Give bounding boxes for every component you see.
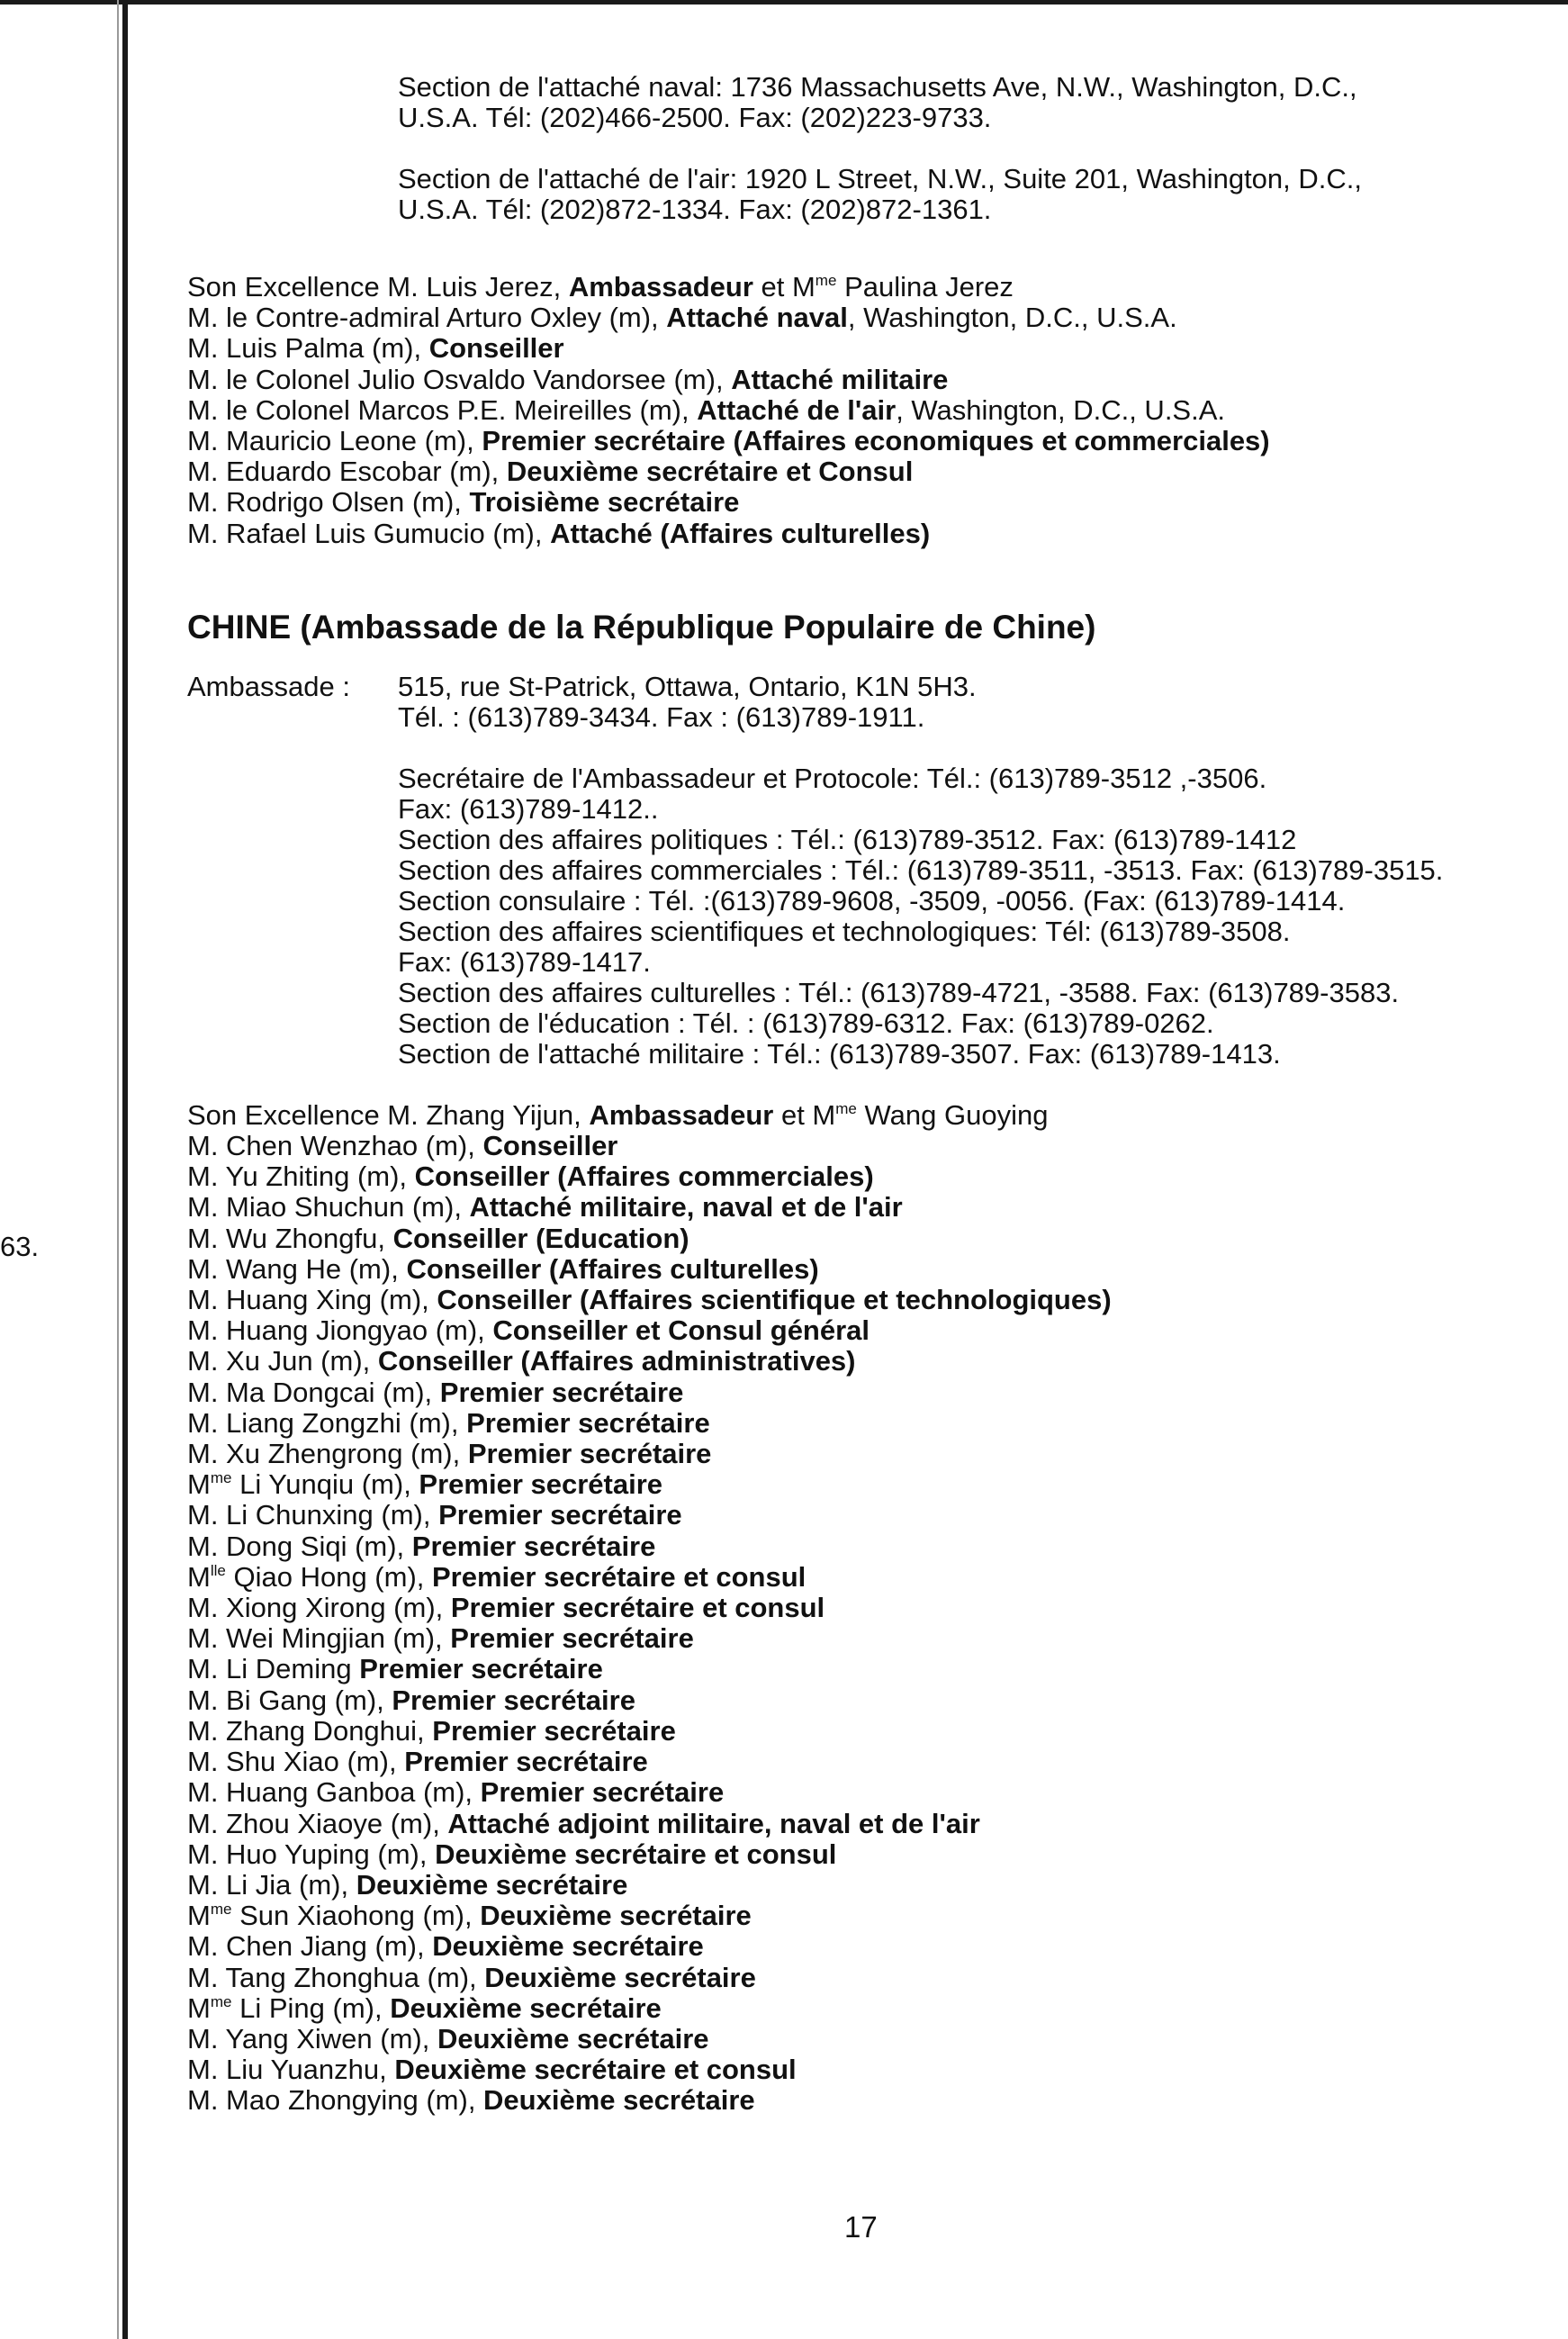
section-line: Section des affaires politiques : Tél.: (613)789-3512. Fax: (613)789-1412 <box>398 823 1297 855</box>
staff-title: Attaché naval <box>666 302 848 334</box>
staff-name: M. Chen Wenzhao (m), <box>187 1130 483 1162</box>
staff-title: Attaché militaire, naval et de l'air <box>469 1191 903 1224</box>
staff-name: M. Dong Siqi (m), <box>187 1530 412 1562</box>
staff-title: Attaché militaire <box>731 363 949 395</box>
staff-name: M <box>187 1991 211 2024</box>
chile-staff-list <box>187 272 1555 549</box>
staff-name: M. Ma Dongcai (m), <box>187 1376 440 1408</box>
cropped-text-fragment: 63. <box>0 1231 40 1262</box>
staff-entry <box>187 1685 1555 1716</box>
staff-title: Deuxième secrétaire <box>480 1900 752 1932</box>
staff-entry <box>187 272 1555 303</box>
spouse-name: Paulina Jerez <box>836 271 1014 303</box>
staff-title: Deuxième secrétaire et consul <box>394 2054 797 2086</box>
staff-name: M. Li Jia (m), <box>187 1868 356 1901</box>
spouse-name: Wang Guoying <box>856 1098 1049 1131</box>
staff-entry <box>187 1870 1555 1901</box>
section-line: Section des affaires commerciales : Tél.: (613)789-3511, -3513. Fax: (613)789-3515. <box>398 853 1444 886</box>
staff-entry <box>187 1562 1555 1593</box>
attache-air-line-2: U.S.A. Tél: (202)872-1334. Fax: (202)872-1361. <box>398 194 992 225</box>
staff-title: Premier secrétaire <box>359 1653 603 1685</box>
scan-edge-top <box>0 0 1568 5</box>
staff-title: Deuxième secrétaire <box>484 1961 756 1993</box>
attache-naval-line-1: Section de l'attaché naval: 1736 Massachusetts Ave, N.W., Washington, D.C., <box>398 71 1357 103</box>
staff-entry <box>187 426 1555 456</box>
staff-title: Premier secrétaire <box>419 1468 663 1501</box>
title-abbrev-superscript: me <box>210 1992 232 2010</box>
staff-name: M. Rafael Luis Gumucio (m), <box>187 517 551 549</box>
staff-name: M. Huang Jiongyao (m), <box>187 1314 493 1347</box>
staff-entry <box>187 1963 1555 1993</box>
staff-entry <box>187 1654 1555 1684</box>
staff-entry <box>187 1747 1555 1777</box>
staff-title: Premier secrétaire <box>466 1406 710 1439</box>
staff-entry <box>187 2055 1555 2085</box>
staff-entry <box>187 1623 1555 1654</box>
staff-title: Attaché adjoint militaire, naval et de l'air <box>447 1807 980 1839</box>
attache-naval-line-2: U.S.A. Tél: (202)466-2500. Fax: (202)223-9733. <box>398 102 992 133</box>
staff-entry <box>187 1224 1555 1254</box>
staff-entry <box>187 1531 1555 1562</box>
staff-title: Conseiller (Affaires administratives) <box>377 1345 856 1377</box>
staff-entry <box>187 1809 1555 1839</box>
staff-entry <box>187 1285 1555 1315</box>
staff-title: Premier secrétaire <box>439 1376 684 1408</box>
staff-entry <box>187 303 1555 333</box>
staff-entry <box>187 1439 1555 1469</box>
staff-name: M. Xiong Xirong (m), <box>187 1592 451 1624</box>
staff-name: M. Rodrigo Olsen (m), <box>187 486 470 519</box>
staff-name: M. Huo Yuping (m), <box>187 1838 436 1870</box>
staff-title: Conseiller <box>482 1130 618 1162</box>
staff-name: M. Miao Shuchun (m), <box>187 1191 470 1224</box>
staff-entry <box>187 1131 1555 1161</box>
attache-air-line-1: Section de l'attaché de l'air: 1920 L Street, N.W., Suite 201, Washington, D.C., <box>398 163 1362 194</box>
staff-name: M. le Colonel Marcos P.E. Meireilles (m), <box>187 393 698 426</box>
staff-name: M <box>187 1468 211 1501</box>
staff-title: Premier secrétaire <box>438 1499 682 1531</box>
staff-name: Son Excellence M. Luis Jerez, <box>187 271 569 303</box>
staff-detail: et M <box>752 271 816 303</box>
staff-title: Conseiller (Affaires commerciales) <box>414 1160 874 1193</box>
staff-title: Premier secrétaire <box>432 1714 676 1747</box>
staff-title: Attaché de l'air <box>697 393 897 426</box>
staff-title: Conseiller <box>428 332 564 365</box>
section-line: Section des affaires culturelles : Tél.: (613)789-4721, -3588. Fax: (613)789-3583. <box>398 976 1400 1008</box>
china-address <box>187 672 1555 733</box>
staff-entry <box>187 1993 1555 2024</box>
staff-title: Conseiller (Affaires scientifique et technologiques) <box>437 1284 1112 1316</box>
staff-name: Li Yunqiu (m), <box>231 1468 419 1501</box>
china-heading: CHINE (Ambassade de la République Populaire de Chine) <box>187 608 1096 646</box>
staff-entry <box>187 1593 1555 1623</box>
staff-entry <box>187 1839 1555 1870</box>
staff-entry <box>187 1931 1555 1962</box>
staff-name: Sun Xiaohong (m), <box>231 1900 481 1932</box>
china-sections <box>398 763 1555 1070</box>
staff-title: Troisième secrétaire <box>469 486 740 519</box>
staff-name: M. Chen Jiang (m), <box>187 1930 433 1963</box>
section-line: Section de l'attaché militaire : Tél.: (613)789-3507. Fax: (613)789-1413. <box>398 1037 1281 1070</box>
staff-title: Deuxième secrétaire <box>437 2022 709 2055</box>
section-line: Secrétaire de l'Ambassadeur et Protocole: Tél.: (613)789-3512 ,-3506. <box>398 762 1267 794</box>
staff-name: M. Bi Gang (m), <box>187 1684 392 1716</box>
margin-rule <box>122 0 128 2339</box>
staff-name: M. Wu Zhongfu, <box>187 1222 393 1254</box>
margin-rule-thin <box>117 0 119 2339</box>
staff-name: M. Tang Zhonghua (m), <box>187 1961 485 1993</box>
staff-title: Deuxième secrétaire <box>356 1868 628 1901</box>
staff-entry <box>187 1254 1555 1285</box>
staff-name: M. Mauricio Leone (m), <box>187 425 482 457</box>
title-abbrev-superscript: me <box>210 1901 232 1919</box>
address-line: 515, rue St-Patrick, Ottawa, Ontario, K1N 5H3. <box>398 670 977 702</box>
staff-detail: et M <box>773 1098 836 1131</box>
staff-name: M <box>187 1560 211 1593</box>
document-page <box>187 72 1555 2117</box>
staff-entry <box>187 487 1555 518</box>
attache-naval-section <box>398 72 1555 133</box>
staff-title: Premier secrétaire <box>480 1776 725 1809</box>
staff-name: M. Li Chunxing (m), <box>187 1499 439 1531</box>
staff-name: M. Huang Ganboa (m), <box>187 1776 481 1809</box>
staff-entry <box>187 519 1555 549</box>
staff-title: Premier secrétaire (Affaires economiques et commerciales) <box>482 425 1270 457</box>
section-line: Fax: (613)789-1412.. <box>398 792 659 825</box>
staff-name: Son Excellence M. Zhang Yijun, <box>187 1098 590 1131</box>
staff-title: Premier secrétaire <box>404 1746 648 1778</box>
staff-entry <box>187 1469 1555 1500</box>
staff-title: Conseiller et Consul général <box>492 1314 870 1347</box>
staff-name: M. Wei Mingjian (m), <box>187 1622 451 1655</box>
staff-title: Deuxième secrétaire <box>390 1991 662 2024</box>
staff-entry <box>187 1346 1555 1377</box>
staff-entry <box>187 2024 1555 2055</box>
staff-name: M. Xu Zhengrong (m), <box>187 1438 468 1470</box>
staff-name: M. Zhou Xiaoye (m), <box>187 1807 448 1839</box>
china-staff-list <box>187 1100 1555 2117</box>
staff-name: M. Eduardo Escobar (m), <box>187 456 507 488</box>
section-line: Section de l'éducation : Tél. : (613)789-6312. Fax: (613)789-0262. <box>398 1007 1214 1039</box>
staff-entry <box>187 1777 1555 1808</box>
staff-title: Deuxième secrétaire et Consul <box>506 456 914 488</box>
staff-title: Deuxième secrétaire <box>483 2084 755 2117</box>
staff-name: M. Li Deming <box>187 1653 360 1685</box>
staff-title: Premier secrétaire <box>467 1438 712 1470</box>
staff-name: M. Xu Jun (m), <box>187 1345 378 1377</box>
chile-attache-sections <box>398 72 1555 225</box>
staff-entry <box>187 456 1555 487</box>
staff-entry <box>187 2085 1555 2116</box>
staff-entry <box>187 395 1555 426</box>
staff-name: M. Shu Xiao (m), <box>187 1746 405 1778</box>
staff-name: M. Liang Zongzhi (m), <box>187 1406 467 1439</box>
title-abbrev-superscript: me <box>835 1099 857 1117</box>
staff-name: M <box>187 1900 211 1932</box>
staff-entry <box>187 1161 1555 1192</box>
staff-name: M. Wang He (m), <box>187 1252 407 1285</box>
staff-entry <box>187 1716 1555 1747</box>
staff-name: M. Luis Palma (m), <box>187 332 429 365</box>
staff-entry <box>187 1377 1555 1408</box>
staff-entry <box>187 1192 1555 1223</box>
staff-detail: , Washington, D.C., U.S.A. <box>847 302 1177 334</box>
staff-title: Conseiller (Affaires culturelles) <box>406 1252 819 1285</box>
staff-entry <box>187 1901 1555 1931</box>
staff-title: Ambassadeur <box>589 1098 774 1131</box>
staff-title: Premier secrétaire <box>450 1622 694 1655</box>
section-line: Section des affaires scientifiques et technologiques: Tél: (613)789-3508. <box>398 915 1291 947</box>
staff-name: M. Huang Xing (m), <box>187 1284 437 1316</box>
address-line: Tél. : (613)789-3434. Fax : (613)789-1911. <box>398 700 925 733</box>
staff-title: Ambassadeur <box>568 271 753 303</box>
attache-air-section <box>398 164 1555 225</box>
staff-name: M. le Colonel Julio Osvaldo Vandorsee (m), <box>187 363 732 395</box>
staff-name: M. Zhang Donghui, <box>187 1714 433 1747</box>
title-abbrev-superscript: me <box>815 272 837 290</box>
staff-detail: , Washington, D.C., U.S.A. <box>896 393 1226 426</box>
staff-title: Deuxième secrétaire et consul <box>435 1838 837 1870</box>
staff-name: Qiao Hong (m), <box>225 1560 432 1593</box>
staff-name: M. Yu Zhiting (m), <box>187 1160 415 1193</box>
section-line: Fax: (613)789-1417. <box>398 945 651 978</box>
staff-entry <box>187 1500 1555 1531</box>
section-line: Section consulaire : Tél. :(613)789-9608, -3509, -0056. (Fax: (613)789-1414. <box>398 884 1346 917</box>
staff-title: Conseiller (Education) <box>392 1222 689 1254</box>
staff-name: M. le Contre-admiral Arturo Oxley (m), <box>187 302 667 334</box>
address-label: Ambassade : <box>187 670 350 702</box>
staff-entry <box>187 365 1555 395</box>
title-abbrev-superscript: me <box>210 1469 232 1487</box>
staff-title: Premier secrétaire <box>411 1530 656 1562</box>
staff-entry <box>187 333 1555 364</box>
staff-title: Premier secrétaire <box>392 1684 635 1716</box>
staff-entry <box>187 1315 1555 1346</box>
staff-name: Li Ping (m), <box>231 1991 391 2024</box>
staff-name: M. Mao Zhongying (m), <box>187 2084 484 2117</box>
staff-title: Premier secrétaire et consul <box>450 1592 825 1624</box>
staff-name: M. Liu Yuanzhu, <box>187 2054 395 2086</box>
staff-title: Attaché (Affaires culturelles) <box>550 517 931 549</box>
page-number: 17 <box>844 2210 878 2244</box>
staff-title: Deuxième secrétaire <box>432 1930 704 1963</box>
staff-entry <box>187 1100 1555 1131</box>
staff-title: Premier secrétaire et consul <box>432 1560 807 1593</box>
staff-entry <box>187 1408 1555 1439</box>
staff-name: M. Yang Xiwen (m), <box>187 2022 437 2055</box>
title-abbrev-superscript: lle <box>210 1561 226 1579</box>
